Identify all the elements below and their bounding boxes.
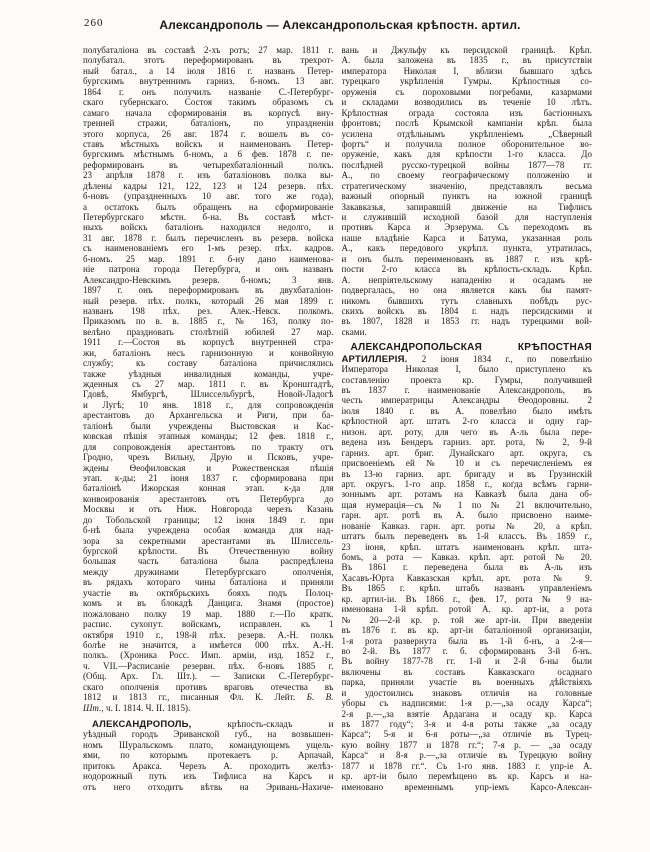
text-line: ждены Ѳеофиловская и Рожественская пѣшія — [83, 462, 334, 473]
text-line: именовано временнымъ упр-іемъ Карсо-Алексан- — [341, 781, 592, 792]
text-line: Закавказья, запиравшій движеніе на Тифлисъ — [341, 201, 592, 212]
text-line: (Общ. Арх. Гл. Шт.). — Записки С.-Петербург- — [83, 671, 334, 682]
italic-text: Шт., — [83, 702, 104, 713]
text-line: вань и Джульфу къ персидской границѣ. Крѣп. — [341, 45, 592, 55]
text-line: уѣздный городъ Эриванской губ., на возвышен- — [83, 729, 334, 740]
text-line: уборы съ надписями: 1-я р.—„за осаду Карса“; — [341, 698, 592, 709]
text-line: нодорожный путь изъ Тифлиса на Карсъ и — [83, 771, 334, 782]
text-line: парка, приняли участіе въ военныхъ дѣйствіяхъ — [341, 677, 592, 688]
text-line: конвоированія арестантовъ отъ Петербурга до — [83, 493, 334, 504]
text-line: номъ Шуральскомъ плато, командующемъ ущель- — [83, 739, 334, 750]
text-line: реформированъ въ четырехбаталіонный полкъ. — [83, 159, 334, 170]
text-line: б-нѣ была учреждена особая команда для над- — [83, 525, 334, 536]
text-line: ныхъ войскъ баталіонъ находился недолго, и — [83, 222, 334, 233]
italic-text: Б. В. — [306, 692, 334, 703]
text-line: распис. сухопут. войскамъ, исправлен. къ 1 — [83, 619, 334, 630]
text-line: 1877 и 1878 гг.“. Съ 1-го янв. 1883 г. упр-іе А. — [341, 760, 592, 771]
text-line: гарниз. арт. бриг. Дунайскаго арт. округа, съ — [341, 447, 592, 458]
text-line: и складами возводились въ теченіе 10 лѣтъ. — [341, 97, 592, 108]
text-line: фронтовъ; послѣ Крымской кампаніи крѣп. была — [341, 118, 592, 129]
text-line: Гродно, чрезъ Вильну, Друю и Псковъ, учре- — [83, 452, 334, 463]
text-line: б-новъ (упраздненныхъ 10 авг. того же года), — [83, 191, 334, 202]
text-line: 1864 г. онъ получилъ названіе С.-Петербург- — [83, 86, 334, 97]
running-head — [0, 0, 650, 34]
text-line: Въ войну 1877-78 гг. 1-й и 2-й б-ны были — [341, 656, 592, 667]
text-line: наше владѣніе Карса и Батума, указанная роль — [341, 232, 592, 243]
text-line: зора за секретными арестантами въ Шлиссель- — [83, 535, 334, 546]
text-line: названъ 198 пѣх. рез. Алек.-Невск. полкомъ. — [83, 305, 334, 316]
text-line: щая нумерація—съ № 1 по № 21 включительно, — [341, 499, 592, 510]
text-line: никомъ бывшихъ тутъ славныхъ побѣдъ рус- — [341, 295, 592, 306]
text-line: полкъ. (Хроника Росс. Имп. арміи, изд. 1852 г., — [83, 650, 334, 661]
text-line: А., какъ передового укрѣпл. пункта, утратилась, — [341, 243, 592, 254]
text-line: Карса“ и 8-я р.—„за отличіе въ Турецкую войну — [341, 750, 592, 761]
text-line: іюля 1840 г. въ А. повелѣно было имѣть — [341, 405, 592, 416]
text-line: гарн. арт. ротѣ въ А. было присвоено наиме- — [341, 510, 592, 521]
text-line: а остатокъ былъ обращенъ на сформированіе — [83, 201, 334, 212]
text-line: крѣпостной арт. штатъ 2-го класса и одну гар- — [341, 416, 592, 427]
text-line: въ рядахъ котораго чины баталіона и приняли — [83, 577, 334, 588]
text-line: Гдовѣ, Ямбургѣ, Шлиссельбургѣ, Новой-Ладогѣ — [83, 389, 334, 400]
text-line: противъ Карса и Эрзерума. Съ переходомъ въ — [341, 222, 592, 233]
text-line: Александро-Невскимъ резерв. б-номъ; 3 янв. — [83, 274, 334, 285]
text-line: и служившій исходной базой для наступленія — [341, 212, 592, 222]
text-line: арестантовъ до Архангельска и Риги, при ба- — [83, 410, 334, 421]
text-line: турецкаго укрѣпленія Гумры. Крѣпостныя со- — [341, 76, 592, 87]
text-line: жденныя съ 27 мар. 1811 г. въ Кронштадтѣ, — [83, 379, 334, 389]
text-line: включены въ составъ Кавказскаго осаднаго — [341, 666, 592, 677]
text-line: Хасавъ-Юрта Кавказская крѣп. арт. рота № 9. — [341, 572, 592, 583]
text-line: нованіе Кавказ. гарн. арт. роты № 20, а крѣп. — [341, 520, 592, 531]
text-line: бомъ, а рота — Кавказ. крѣп. арт. ротой № 20. — [341, 552, 592, 562]
text-line: 1897 г. онъ переформированъ въ двухбаталіон- — [83, 285, 334, 296]
text-line: фортъ“ и получила полное оборонительное во- — [341, 138, 592, 149]
text-line: и удостоились знаковъ отличія на головные — [341, 687, 592, 698]
text-segment: ч. I. 1814. Ч. II. 1815). — [103, 702, 191, 713]
text-line — [83, 692, 334, 702]
column-left — [83, 45, 334, 792]
text-line: арт. округъ. 1-го апр. 1858 г., когда всѣмъ гарни- — [341, 478, 592, 489]
text-line: послѣдней русско-турецкой войны 1877—78 гг. — [341, 159, 592, 170]
text-line: бургской крѣпости. Въ Отечественную войну — [83, 546, 334, 556]
text-line: полубаталіона въ составѣ 2-хъ ротъ; 27 мар. 1811 г. — [83, 45, 334, 55]
text-line: Императора Николая I, было приступлено къ — [341, 364, 592, 375]
text-line: сками. — [341, 326, 367, 337]
text-line: усилена отдѣльнымъ укрѣпленіемъ „Сѣверный — [341, 128, 592, 139]
text-line: ставъ мѣстныхъ войскъ и наименованъ Петер- — [83, 138, 334, 149]
text-line: 23 іюня, крѣп. штатъ наименованъ крѣп. шта- — [341, 541, 592, 552]
text-line: комъ и въ блокадѣ Данцига. Знамя (простое) — [83, 598, 334, 609]
text-line: этого корпуса, 26 авг. 1874 г. вошелъ въ со- — [83, 128, 334, 139]
text-line: оруженія съ пороховыми погребами, казармами — [341, 86, 592, 97]
text-line: 1-я рота развернута была въ 1-й б-нъ, а 2-я— — [341, 635, 592, 646]
text-line: самаго начала сформированія въ корпусѣ вну- — [83, 107, 334, 118]
text-line: въ 1876 г. въ кр. арт-іи баталіонной организаціи, — [341, 625, 592, 636]
text-line: и Лугѣ; 10 янв. 1818 г., для сопровожденія — [83, 399, 334, 410]
text-line: въ 13-ю гарниз. арт. бригаду и въ Грузинскій — [341, 468, 592, 479]
text-line: въ 1807, 1828 и 1853 гг. надъ турецкими вой- — [341, 316, 592, 327]
text-line: кр. артил-іи. Въ 1866 г., фев. 17, рота № 9 на- — [341, 593, 592, 604]
text-line: присвоеніемъ ей № 10 и съ перечисленіемъ ея — [341, 458, 592, 469]
text-line: ный резерв. пѣх. полкъ, который 26 мая 1899 г. — [83, 295, 334, 306]
entry-heading-line: АЛЕКСАНДРОПОЛЬ, крѣпость-складъ и — [92, 719, 334, 730]
text-line: Въ 1865 г. крѣп. штабъ названъ управленіемъ — [341, 583, 592, 594]
text-line: низон. арт. роту, для чего въ А-ль была пере- — [341, 426, 592, 437]
text-line: велѣно праздновать столѣтній юбилей 27 мар. — [83, 326, 334, 337]
text-line: кр. арт-іи было перемѣщено въ кр. Карсъ и на- — [341, 771, 592, 782]
text-line: оруженіе, какъ для крѣпости 1-го класса. До — [341, 149, 592, 160]
text-line: б-номъ. 25 мар. 1891 г. б-ну дано наименова- — [83, 253, 334, 264]
text-line: составленію проекта кр. Гумры, получившей — [341, 374, 592, 385]
text-line: 23 апрѣля 1878 г. изъ баталіоновъ полка вы- — [83, 170, 334, 181]
text-columns — [0, 45, 650, 792]
text-line: отъ него отходитъ вѣтвь на Эривань-Нахиче- — [83, 781, 334, 792]
text-line: ведена изъ Бендеръ гарниз. арт. рота, № 2, 9-й — [341, 437, 592, 448]
text-line: тренней стражи, баталіонъ, по упраздненіи — [83, 118, 334, 129]
text-line: императора Николая I, вблизи бывшаго здѣсь — [341, 65, 592, 76]
text-line: зоннымъ арт. ротамъ на Кавказѣ была дана об- — [341, 489, 592, 500]
text-line: пости 2-го класса въ крѣпость-складъ. Крѣп. — [341, 264, 592, 275]
text-line: жи, баталіонъ несъ гарнизонную и конвойную — [83, 347, 334, 358]
text-line: октября 1910 г., 198-й пѣх. резерв. А.-Н. полкъ — [83, 629, 334, 640]
entry-headword: АЛЕКСАНДРОПОЛЬ, — [92, 719, 192, 730]
text-line: ковская пѣшія этапныя команды; 12 фев. 1818 г., — [83, 431, 334, 442]
text-line: А. была заложена въ 1835 г., въ присутствіи — [341, 55, 592, 66]
text-line: притокъ Аракса. Черезъ А. проходитъ желѣз- — [83, 760, 334, 771]
text-line: до Тобольской границы; 12 іюня 1849 г. при — [83, 514, 334, 525]
text-segment: 1812 и 1813 гг., писанныя Фл. К. Лейт. — [83, 692, 307, 703]
text-line: ями, по которымъ протекаетъ р. Арпачай, — [83, 750, 334, 761]
running-title: Александрополь — Александропольская крѣпостн. артил. — [159, 18, 521, 32]
text-line: стратегическому значенію, представлялъ весьма — [341, 180, 592, 191]
text-line: именована 1-й крѣп. ротой А. кр. арт-іи, а рота — [341, 604, 592, 615]
text-line: большая часть баталіона была распредѣлена — [83, 556, 334, 567]
text-line: ніе патрона города Петербурга, и онъ названъ — [83, 264, 334, 275]
text-line: Москвы и отъ Ниж. Новгорода черезъ Казань — [83, 504, 334, 515]
text-line: бургскимъ внутреннимъ гарниз. б-номъ. 13 авг. — [83, 76, 334, 87]
text-line: въ 1877 году“; 3-я и 4-я роты также „за осаду — [341, 719, 592, 729]
text-line: 1911 г.—Состоя въ корпусѣ внутренней стра- — [83, 337, 334, 348]
text-line: баталіонѣ Ижорская конная этап. к-да для — [83, 483, 334, 494]
text-line: пожаловано полку 19 мар. 1880 г.—По кратк. — [83, 608, 334, 619]
text-line: 31 авг. 1878 г. былъ перечисленъ въ резерв. войска — [83, 232, 334, 243]
text-line: дѣлены кадры 121, 122, 123 и 124 резерв. пѣх. — [83, 180, 334, 191]
page-number: 260 — [84, 17, 104, 29]
text-line: полубатал. этотъ переформированъ въ трехрот- — [83, 55, 334, 66]
text-line: Крѣпостная ограда состояла изъ бастіонныхъ — [341, 107, 592, 118]
text-line: штатъ былъ переведенъ въ 1-й классъ. Въ 1859 г., — [341, 531, 592, 542]
text-line: этап. к-ды; 21 іюня 1837 г. сформирована при — [83, 472, 334, 483]
text-line: подвергалась, но она является какъ бы памят- — [341, 285, 592, 296]
text-line: Карса“; 5-я и 6-я роты—„за отличіе въ Турец- — [341, 729, 592, 740]
text-line: ный батал., а 14 іюля 1816 г. названъ Петер- — [83, 65, 334, 76]
text-line: честь императрицы Александры Ѳеодоровны. 2 — [341, 395, 592, 406]
entry-heading-line: АЛЕКСАНДРОПОЛЬСКАЯ КРѢПОСТНАЯ — [350, 343, 592, 354]
text-line: № 20—2-й кр. р. той же арт-іи. При введеніи — [341, 614, 592, 625]
text-line: таліонѣ были учреждены Выстовская и Кас- — [83, 420, 334, 431]
text-line: бургскимъ мѣстнымъ б-номъ, а 6 фев. 1878 г. пе- — [83, 149, 334, 160]
column-right — [342, 45, 593, 792]
text-line: Приказомъ по в. в. 1885 г., № 163, полку по- — [83, 316, 334, 327]
text-line: для сопровожденія арестантовъ по тракту отъ — [83, 441, 334, 452]
text-line: кую войну 1877 и 1878 гг.“; 7-я р. — „за осаду — [341, 739, 592, 750]
text-line: Въ 1861 г. переведена была въ А-ль изъ — [341, 562, 592, 573]
entry-headword: АРТИЛЛЕРІЯ. — [341, 353, 408, 365]
text-line: во 2-й. Въ 1877 г. б. сформированъ 3-й б-нъ. — [341, 645, 592, 656]
text-line: службу; къ составу баталіона причислялись — [83, 358, 334, 369]
text-line: болѣе не значится, а имѣется 000 пѣх. А.-Н. — [83, 639, 334, 650]
text-line: А., по своему географическому положенію и — [341, 170, 592, 181]
text-line: и онъ былъ переименованъ въ 1887 г. изъ крѣ- — [341, 253, 592, 264]
text-line: въ 1837 г. наименованіе Александрополь, въ — [341, 385, 592, 395]
text-line: участіе въ октябрьскихъ бояхъ подъ Полоц- — [83, 587, 334, 598]
entry-heading-line: АРТИЛЛЕРІЯ. 2 іюня 1834 г., по повелѣнію — [341, 353, 592, 365]
text-line: важный опорный пунктъ на южной границѣ — [341, 191, 592, 202]
text-line: также уѣздныя инвалидныя команды, учре- — [83, 368, 334, 379]
text-line — [83, 703, 334, 713]
text-line: скаго губернскаго. Состоя такимъ образомъ съ — [83, 97, 334, 108]
text-line: съ наименованіемъ его 1-мъ резер. пѣх. кадров. — [83, 243, 334, 254]
text-line: скаго ополченія противъ враговъ отечества въ — [83, 681, 334, 692]
text-line: между дружинами Петербургскаго ополченія, — [83, 566, 334, 577]
text-line: ч. VII.—Расписаніе резервн. пѣх. б-новъ 1885 г. — [83, 660, 334, 671]
text-line: А. непріятельскому нападенію и осадамъ не — [341, 274, 592, 285]
text-line: скихъ войскъ въ 1804 г. надъ персидскими и — [341, 305, 592, 316]
text-line: Петербургскаго мѣстн. б-на. Въ составѣ мѣст- — [83, 212, 334, 222]
text-line: 2-я р.—„за взятіе Ардагана и осаду кр. Карса — [341, 708, 592, 719]
